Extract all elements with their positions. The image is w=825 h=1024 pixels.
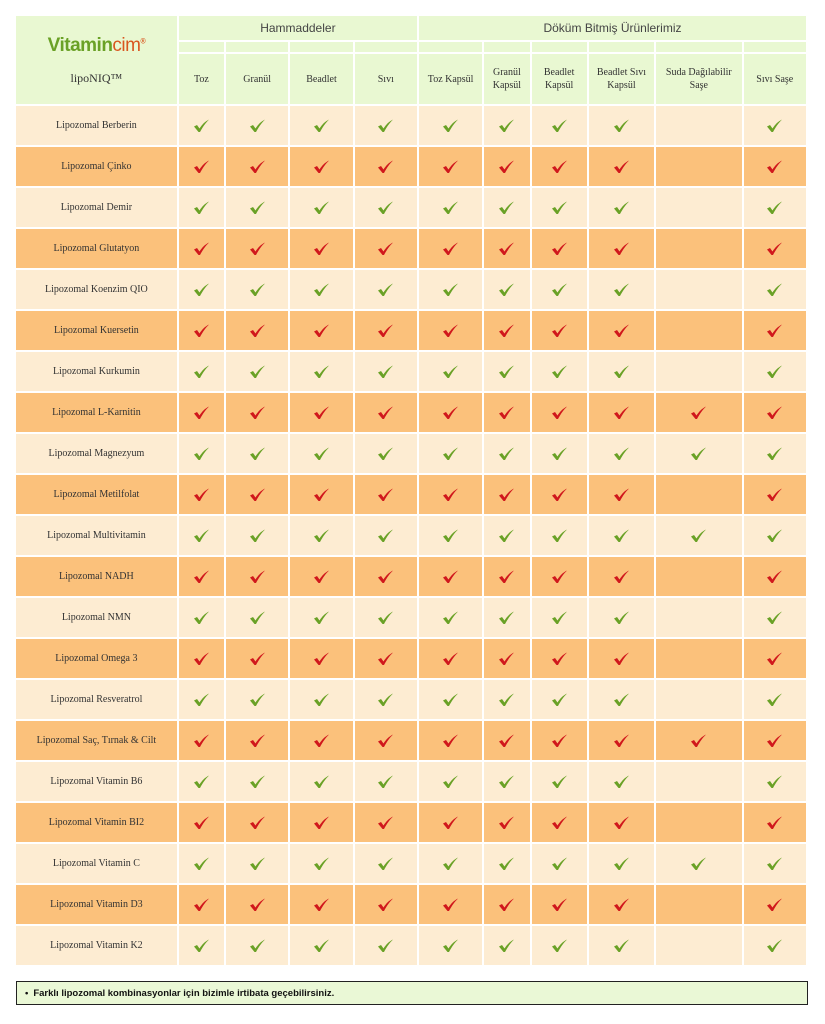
- check-icon: [179, 803, 224, 842]
- product-name: Lipozomal Kurkumin: [16, 352, 177, 391]
- check-icon: [589, 270, 654, 309]
- check-icon: [532, 516, 587, 555]
- check-icon: [532, 434, 587, 473]
- check-icon: [419, 680, 482, 719]
- empty-cell: [656, 106, 741, 145]
- product-name: Lipozomal Resveratrol: [16, 680, 177, 719]
- table-row: [16, 393, 806, 432]
- table-row: [16, 516, 806, 555]
- check-icon: [179, 147, 224, 186]
- check-icon: [484, 229, 529, 268]
- check-icon: [419, 926, 482, 965]
- check-icon: [419, 475, 482, 514]
- check-icon: [589, 680, 654, 719]
- check-icon: [355, 516, 417, 555]
- check-icon: [484, 393, 529, 432]
- check-icon: [355, 352, 417, 391]
- check-icon: [419, 639, 482, 678]
- check-icon: [290, 762, 352, 801]
- brand-cell: [16, 16, 177, 104]
- product-name: Lipozomal Çinko: [16, 147, 177, 186]
- check-icon: [179, 721, 224, 760]
- table-row: [16, 557, 806, 596]
- check-icon: [355, 434, 417, 473]
- product-name: Lipozomal Multivitamin: [16, 516, 177, 555]
- check-icon: [179, 516, 224, 555]
- check-icon: [290, 680, 352, 719]
- empty-cell: [656, 639, 741, 678]
- product-name: Lipozomal Vitamin BI2: [16, 803, 177, 842]
- check-icon: [532, 393, 587, 432]
- check-icon: [656, 844, 741, 883]
- table-row: [16, 803, 806, 842]
- check-icon: [484, 762, 529, 801]
- product-name: Lipozomal L-Karnitin: [16, 393, 177, 432]
- check-icon: [532, 721, 587, 760]
- check-icon: [744, 311, 806, 350]
- check-icon: [179, 229, 224, 268]
- product-name: Lipozomal Saç, Tırnak & Cilt: [16, 721, 177, 760]
- check-icon: [589, 516, 654, 555]
- check-icon: [744, 434, 806, 473]
- check-icon: [484, 844, 529, 883]
- check-icon: [484, 598, 529, 637]
- check-icon: [226, 147, 288, 186]
- check-icon: [419, 516, 482, 555]
- check-icon: [179, 311, 224, 350]
- table-row: [16, 721, 806, 760]
- check-icon: [484, 721, 529, 760]
- product-name: Lipozomal NMN: [16, 598, 177, 637]
- table-row: [16, 762, 806, 801]
- empty-cell: [656, 803, 741, 842]
- check-icon: [290, 229, 352, 268]
- check-icon: [226, 598, 288, 637]
- check-icon: [532, 844, 587, 883]
- table-row: [16, 147, 806, 186]
- check-icon: [355, 147, 417, 186]
- check-icon: [355, 229, 417, 268]
- check-icon: [744, 188, 806, 227]
- check-icon: [484, 516, 529, 555]
- column-header: Beadlet Sıvı Kapsül: [589, 54, 654, 104]
- column-header: Sıvı Saşe: [744, 54, 806, 104]
- check-icon: [419, 188, 482, 227]
- table-row: [16, 106, 806, 145]
- check-icon: [532, 926, 587, 965]
- table-row: [16, 926, 806, 965]
- check-icon: [532, 106, 587, 145]
- product-name: Lipozomal Vitamin D3: [16, 885, 177, 924]
- check-icon: [532, 762, 587, 801]
- group-header-raw-materials: Hammaddeler: [179, 16, 417, 40]
- check-icon: [532, 803, 587, 842]
- check-icon: [589, 393, 654, 432]
- product-name: Lipozomal Omega 3: [16, 639, 177, 678]
- column-header: Beadlet: [290, 54, 352, 104]
- product-name: Lipozomal Metilfolat: [16, 475, 177, 514]
- check-icon: [744, 557, 806, 596]
- check-icon: [290, 721, 352, 760]
- check-icon: [419, 270, 482, 309]
- check-icon: [179, 885, 224, 924]
- check-icon: [355, 475, 417, 514]
- check-icon: [656, 516, 741, 555]
- empty-cell: [656, 229, 741, 268]
- check-icon: [484, 885, 529, 924]
- check-icon: [744, 803, 806, 842]
- product-matrix: [16, 16, 808, 967]
- check-icon: [589, 926, 654, 965]
- check-icon: [179, 844, 224, 883]
- check-icon: [355, 803, 417, 842]
- check-icon: [532, 270, 587, 309]
- product-name: Lipozomal Demir: [16, 188, 177, 227]
- empty-cell: [656, 352, 741, 391]
- product-name: Lipozomal Glutatyon: [16, 229, 177, 268]
- check-icon: [532, 229, 587, 268]
- check-icon: [589, 106, 654, 145]
- empty-cell: [656, 680, 741, 719]
- check-icon: [179, 270, 224, 309]
- check-icon: [589, 885, 654, 924]
- table-row: [16, 475, 806, 514]
- check-icon: [419, 803, 482, 842]
- check-icon: [484, 639, 529, 678]
- check-icon: [484, 352, 529, 391]
- check-icon: [419, 762, 482, 801]
- check-icon: [179, 680, 224, 719]
- check-icon: [744, 229, 806, 268]
- check-icon: [744, 270, 806, 309]
- table-row: [16, 352, 806, 391]
- check-icon: [226, 844, 288, 883]
- product-table: [14, 14, 808, 967]
- check-icon: [179, 106, 224, 145]
- column-header: Beadlet Kapsül: [532, 54, 587, 104]
- check-icon: [744, 721, 806, 760]
- check-icon: [290, 598, 352, 637]
- check-icon: [226, 885, 288, 924]
- table-row: [16, 680, 806, 719]
- check-icon: [226, 762, 288, 801]
- check-icon: [226, 516, 288, 555]
- table-row: [16, 434, 806, 473]
- empty-cell: [656, 557, 741, 596]
- check-icon: [532, 680, 587, 719]
- check-icon: [179, 557, 224, 596]
- check-icon: [484, 147, 529, 186]
- check-icon: [179, 926, 224, 965]
- check-icon: [355, 639, 417, 678]
- check-icon: [484, 475, 529, 514]
- product-name: Lipozomal Vitamin B6: [16, 762, 177, 801]
- check-icon: [532, 557, 587, 596]
- check-icon: [484, 188, 529, 227]
- check-icon: [589, 803, 654, 842]
- check-icon: [589, 475, 654, 514]
- check-icon: [290, 106, 352, 145]
- check-icon: [290, 885, 352, 924]
- check-icon: [419, 147, 482, 186]
- check-icon: [290, 147, 352, 186]
- product-name: Lipozomal Kuersetin: [16, 311, 177, 350]
- check-icon: [484, 557, 529, 596]
- product-line-name: lipoNIQ™: [70, 70, 123, 85]
- check-icon: [532, 352, 587, 391]
- check-icon: [226, 639, 288, 678]
- check-icon: [589, 434, 654, 473]
- check-icon: [226, 270, 288, 309]
- check-icon: [226, 721, 288, 760]
- check-icon: [226, 434, 288, 473]
- vitamincim-logo: Vitamincim®: [47, 34, 146, 56]
- check-icon: [290, 803, 352, 842]
- check-icon: [290, 639, 352, 678]
- product-name: Lipozomal Berberin: [16, 106, 177, 145]
- empty-cell: [656, 270, 741, 309]
- group-header-finished-products: Döküm Bitmiş Ürünlerimiz: [419, 16, 806, 40]
- check-icon: [656, 721, 741, 760]
- check-icon: [226, 803, 288, 842]
- check-icon: [419, 311, 482, 350]
- check-icon: [532, 475, 587, 514]
- empty-cell: [656, 762, 741, 801]
- check-icon: [179, 598, 224, 637]
- check-icon: [484, 680, 529, 719]
- check-icon: [290, 475, 352, 514]
- check-icon: [744, 680, 806, 719]
- check-icon: [179, 762, 224, 801]
- check-icon: [226, 229, 288, 268]
- check-icon: [744, 598, 806, 637]
- check-icon: [419, 598, 482, 637]
- check-icon: [589, 352, 654, 391]
- check-icon: [179, 639, 224, 678]
- check-icon: [744, 475, 806, 514]
- check-icon: [226, 352, 288, 391]
- table-row: [16, 885, 806, 924]
- check-icon: [179, 475, 224, 514]
- check-icon: [290, 352, 352, 391]
- check-icon: [744, 844, 806, 883]
- check-icon: [484, 270, 529, 309]
- check-icon: [226, 106, 288, 145]
- product-name: Lipozomal Vitamin C: [16, 844, 177, 883]
- check-icon: [532, 885, 587, 924]
- check-icon: [589, 188, 654, 227]
- product-name: Lipozomal Vitamin K2: [16, 926, 177, 965]
- check-icon: [179, 352, 224, 391]
- check-icon: [656, 393, 741, 432]
- check-icon: [355, 311, 417, 350]
- check-icon: [532, 147, 587, 186]
- check-icon: [226, 680, 288, 719]
- check-icon: [290, 311, 352, 350]
- empty-cell: [656, 147, 741, 186]
- check-icon: [290, 434, 352, 473]
- check-icon: [226, 557, 288, 596]
- check-icon: [355, 762, 417, 801]
- check-icon: [419, 844, 482, 883]
- check-icon: [226, 311, 288, 350]
- check-icon: [355, 680, 417, 719]
- check-icon: [589, 721, 654, 760]
- check-icon: [744, 516, 806, 555]
- empty-cell: [656, 188, 741, 227]
- check-icon: [419, 721, 482, 760]
- check-icon: [179, 434, 224, 473]
- table-row: [16, 598, 806, 637]
- check-icon: [355, 188, 417, 227]
- check-icon: [484, 434, 529, 473]
- check-icon: [589, 639, 654, 678]
- check-icon: [532, 639, 587, 678]
- check-icon: [355, 721, 417, 760]
- check-icon: [589, 844, 654, 883]
- check-icon: [484, 926, 529, 965]
- check-icon: [355, 926, 417, 965]
- footer-text: Farklı lipozomal kombinasyonlar için bizimle irtibata geçebilirsiniz.: [33, 987, 335, 999]
- check-icon: [419, 106, 482, 145]
- check-icon: [179, 393, 224, 432]
- check-icon: [290, 557, 352, 596]
- check-icon: [589, 229, 654, 268]
- check-icon: [744, 885, 806, 924]
- product-name: Lipozomal Koenzim QIO: [16, 270, 177, 309]
- table-row: [16, 229, 806, 268]
- check-icon: [484, 106, 529, 145]
- footer-bullet: •: [25, 987, 29, 999]
- check-icon: [484, 803, 529, 842]
- check-icon: [419, 229, 482, 268]
- check-icon: [589, 598, 654, 637]
- check-icon: [419, 557, 482, 596]
- table-row: [16, 639, 806, 678]
- check-icon: [744, 147, 806, 186]
- check-icon: [179, 188, 224, 227]
- check-icon: [226, 188, 288, 227]
- table-row: [16, 311, 806, 350]
- table-row: [16, 270, 806, 309]
- check-icon: [656, 434, 741, 473]
- check-icon: [419, 434, 482, 473]
- column-header: Granül: [226, 54, 288, 104]
- check-icon: [290, 516, 352, 555]
- check-icon: [744, 352, 806, 391]
- column-header: Sıvı: [355, 54, 417, 104]
- column-header: Suda Dağılabilir Saşe: [656, 54, 741, 104]
- check-icon: [355, 270, 417, 309]
- check-icon: [290, 844, 352, 883]
- check-icon: [419, 352, 482, 391]
- column-header: Toz Kapsül: [419, 54, 482, 104]
- check-icon: [589, 147, 654, 186]
- check-icon: [290, 188, 352, 227]
- check-icon: [226, 393, 288, 432]
- check-icon: [744, 762, 806, 801]
- empty-cell: [656, 598, 741, 637]
- empty-cell: [656, 885, 741, 924]
- check-icon: [744, 106, 806, 145]
- column-header: Granül Kapsül: [484, 54, 529, 104]
- footer-note: [16, 981, 808, 1005]
- check-icon: [290, 393, 352, 432]
- check-icon: [532, 188, 587, 227]
- check-icon: [355, 885, 417, 924]
- check-icon: [589, 762, 654, 801]
- check-icon: [290, 926, 352, 965]
- column-header: Toz: [179, 54, 224, 104]
- check-icon: [744, 639, 806, 678]
- empty-cell: [656, 311, 741, 350]
- check-icon: [532, 311, 587, 350]
- check-icon: [532, 598, 587, 637]
- empty-cell: [656, 926, 741, 965]
- table-row: [16, 844, 806, 883]
- product-name: Lipozomal NADH: [16, 557, 177, 596]
- check-icon: [419, 393, 482, 432]
- check-icon: [355, 106, 417, 145]
- check-icon: [484, 311, 529, 350]
- check-icon: [226, 926, 288, 965]
- check-icon: [290, 270, 352, 309]
- check-icon: [419, 885, 482, 924]
- empty-cell: [656, 475, 741, 514]
- check-icon: [744, 926, 806, 965]
- check-icon: [589, 311, 654, 350]
- check-icon: [355, 557, 417, 596]
- check-icon: [744, 393, 806, 432]
- product-name: Lipozomal Magnezyum: [16, 434, 177, 473]
- check-icon: [589, 557, 654, 596]
- check-icon: [355, 393, 417, 432]
- check-icon: [355, 844, 417, 883]
- check-icon: [226, 475, 288, 514]
- table-row: [16, 188, 806, 227]
- check-icon: [355, 598, 417, 637]
